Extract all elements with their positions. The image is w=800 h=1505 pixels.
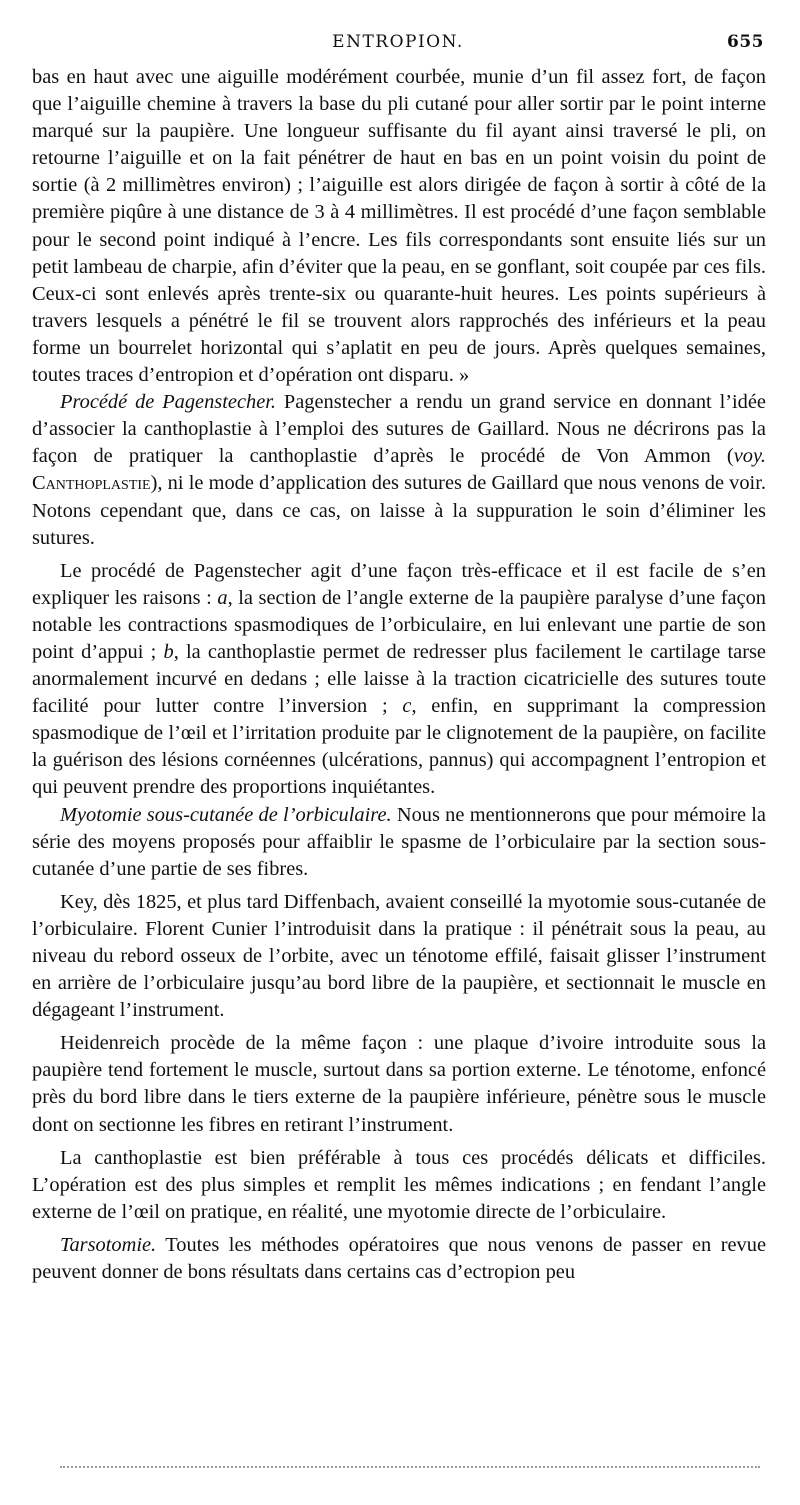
enumeration-marker-b: b [163, 640, 174, 663]
paragraph-text: Nous ne mentionnerons que pour mémoire la série des moyens proposés pour affaiblir le spasme de l’orbiculaire par la section sous-cutanée d’une partie de ses fibres. [32, 803, 766, 880]
paragraph-text: , la section de l’angle externe de la paupière paralyse d’une façon notable les contractions spasmodiques de l’orbiculaire, en lui enlevant une partie de son point d’appui ; [32, 586, 767, 663]
enumeration-marker-c: c [402, 695, 412, 718]
section-heading-tarsotomie: Tarsotomie. [60, 1233, 157, 1256]
section-heading-pagenstecher: Procédé de Pagenstecher. [60, 391, 277, 414]
paragraph-raisons [32, 558, 766, 802]
running-header [32, 32, 764, 56]
paragraph-continuation: bas en haut avec une aiguille modérément courbée, munie d’un fil assez fort, de façon que l’aiguille chemine à travers la base du pli cutané pour aller sortir par le point interne marqué sur la paupière. Une longueur suffisante du fil ayant ainsi traversé le pli, on retourne l’aiguille et on la fait pénétrer de haut en bas en un point voisin du point de sortie (à 2 millimètres environ) ; l’aiguille est alors dirigée de façon à sortir à côté de la première piqûre à une distance de 3 à 4 millimètres. Il est procédé d’une façon semblable pour le second point indiqué à l’encre. Les fils correspondants sont ensuite liés sur un petit lambeau de charpie, afin d’éviter que la peau, en se gonflant, soit coupée par ces fils. Ceux-ci sont enlevés après trente-six ou quarante-huit heures. Les points supérieurs à travers lesquels a pénétré le fil se trouvent alors rapprochés des inférieurs et la peau forme un bourrelet horizontal qui s’aplatit en peu de jours. Après quelques semaines, toutes traces d’entropion et d’opération ont disparu. » [32, 66, 766, 387]
paragraph-key-diffenbach: Key, dès 1825, et plus tard Diffenbach, avaient conseillé la myotomie sous-cutanée de l’orbiculaire. Florent Cunier l’introduisit dans la pratique : il pénétrait sous la peau, au niveau du rebord osseux de l’orbite, avec un ténotome effilé, faisait glisser l’instrument en arrière de l’orbiculaire jusqu’au bord libre de la paupière, et sectionnait le muscle en dégageant l’instrument. [32, 890, 766, 1022]
paragraph-canthoplastie: La canthoplastie est bien préférable à tous ces procédés délicats et difficiles. L’opération est des plus simples et remplit les mêmes indications ; en fendant l’angle externe de l’œil on pratique, en réalité, une myotomie directe de l’orbiculaire. [32, 1146, 766, 1223]
paragraph-text: , enfin, en supprimant la compression spasmodique de l’œil et l’irritation produite par le clignotement de la paupière, on facilite la guérison des lésions cornéennes (ulcérations, pannus) qui accompagnent l’entropion et qui peuvent prendre des proportions inquiétantes. [32, 695, 766, 799]
paragraph-tarsotomie [32, 1232, 766, 1286]
paragraph-text: Pagenstecher a rendu un grand service en donnant l’idée d’associer la canthoplastie à l’emploi des sutures de Gaillard. Nous ne décrirons pas la façon de pratiquer la canthoplastie d’après le procédé de Von Ammon ( [32, 391, 766, 468]
running-title: ENTROPION. [332, 32, 464, 52]
body-text [32, 64, 766, 1286]
cross-reference-canthoplastie: Canthoplastie [32, 472, 151, 495]
paragraph-text: ), ni le mode d’application des sutures de Gaillard que nous venons de voir. Notons cependant que, dans ce cas, on laisse à la suppuration le soin d’éliminer les sutures. [32, 472, 766, 549]
paragraph-heidenreich: Heidenreich procède de la même façon : une plaque d’ivoire introduite sous la paupière tend fortement le muscle, surtout dans sa portion externe. Le ténotome, enfoncé près du bord libre dans le tiers externe de la paupière inférieure, pénètre sous le muscle dont on sectionne les fibres en retirant l’instrument. [32, 1032, 766, 1136]
paragraph-text: Le procédé de Pagenstecher agit d’une façon très-efficace et il est facile de s’en expliquer les raisons : [32, 559, 766, 609]
paragraph-text: Toutes les méthodes opératoires que nous venons de passer en revue peuvent donner de bons résultats dans certains cas d’ectropion peu [32, 1233, 766, 1284]
footer-dotted-rule [60, 1466, 760, 1468]
paragraph-pagenstecher [32, 389, 766, 552]
paragraph-text: , la canthoplastie permet de redresser plus facilement le cartilage tarse anormalement incurvé en dedans ; elle laisse à la traction cicatricielle des sutures toute facilité pour lutter contre l’inversion ; [32, 640, 766, 718]
page-number: 655 [727, 32, 764, 52]
paragraph-myotomie [32, 802, 766, 883]
enumeration-marker-a: a [217, 586, 228, 609]
voy-abbreviation: voy. [733, 445, 766, 468]
section-heading-myotomie: Myotomie sous-cutanée de l’orbiculaire. [60, 803, 392, 826]
